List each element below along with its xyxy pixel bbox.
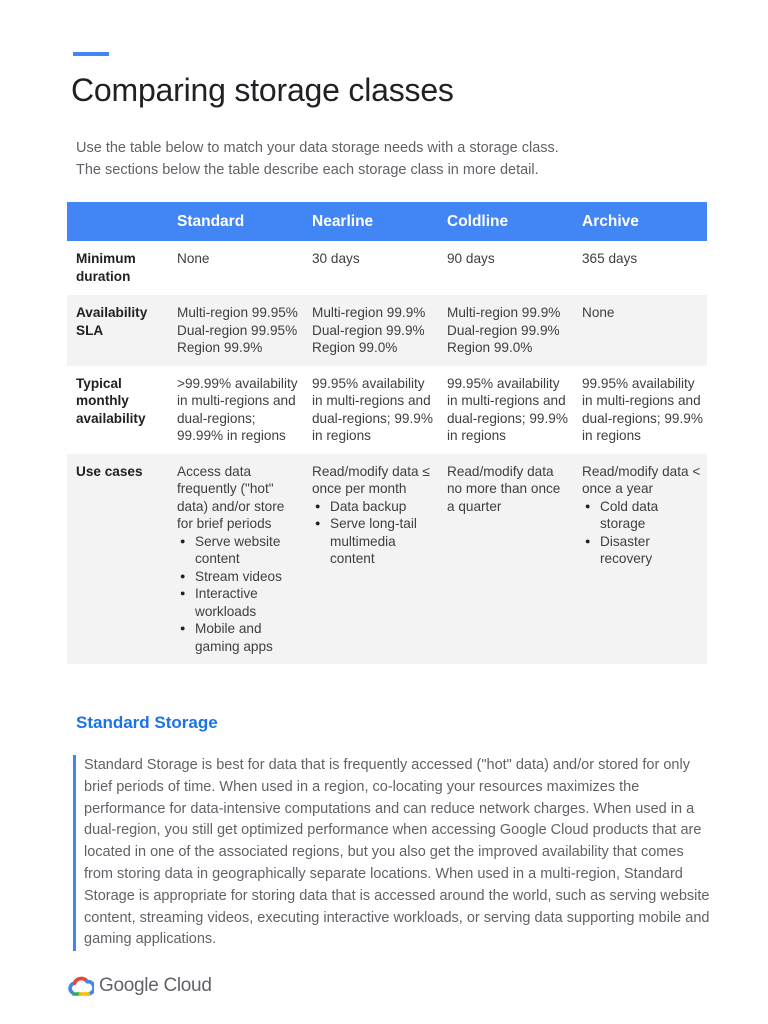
use-case-intro: Access data frequently ("hot" data) and/or store for brief periods	[177, 463, 285, 531]
use-case-item: ● Serve website content	[177, 533, 298, 568]
row-label: Availability SLA	[76, 305, 148, 338]
footer-brand	[68, 974, 212, 998]
table-cell: 90 days	[447, 251, 495, 266]
column-header-empty	[67, 202, 167, 241]
title-accent-bar	[73, 52, 109, 56]
use-case-item: ● Serve long-tail multimedia content	[312, 515, 433, 568]
table-cell	[572, 295, 707, 366]
table-row-minimum-duration	[67, 241, 707, 295]
use-case-item: ● Interactive workloads	[177, 585, 298, 620]
use-case-intro: Read/modify data ≤ once per month	[312, 463, 430, 496]
intro-line: Use the table below to match your data storage needs with a storage class.	[76, 140, 559, 156]
table-cell: 99.95% availability in multi-regions and dual-regions; 99.9% in regions	[582, 375, 703, 443]
sla-line: Multi-region 99.9%	[312, 305, 426, 320]
use-case-item: ● Disaster recovery	[582, 533, 703, 568]
google-cloud-logo-icon	[68, 974, 94, 998]
sla-line: Region 99.9%	[177, 340, 263, 355]
section-body-standard-storage: Standard Storage is best for data that is frequently accessed ("hot" data) and/or stored for only brief periods of time. When used in a region, co-locating your resources maximizes the performance for data-intensive computations and can reduce network charges. When used in a dual-region, you still get optimized performance when accessing Google Cloud products that are located in one of the associated regions, but you also get the improved availability that comes from storing data in geographically separate locations. When used in a multi-region, Standard Storage is appropriate for storing data that is accessed around the world, such as serving website content, streaming videos, executing interactive workloads, or serving data supporting mobile and gaming applications.	[73, 755, 714, 951]
table-cell	[167, 295, 302, 366]
table-row-use-cases	[67, 454, 707, 665]
sla-line: Multi-region 99.95%	[177, 305, 298, 320]
row-label: Typical monthly availability	[76, 375, 146, 426]
use-case-intro: Read/modify data no more than once a quarter	[447, 463, 561, 514]
brand-name: Google Cloud	[99, 975, 212, 996]
sla-line: None	[582, 305, 615, 320]
use-case-list	[177, 533, 298, 656]
table-cell: None	[177, 251, 210, 266]
table-cell	[302, 454, 437, 665]
table-cell: >99.99% availability in multi-regions and dual-regions; 99.99% in regions	[177, 375, 298, 443]
table-cell: 365 days	[582, 251, 638, 266]
table-cell	[167, 454, 302, 665]
table-cell	[437, 454, 572, 665]
use-case-item: ● Stream videos	[177, 568, 298, 586]
section-heading-standard-storage: Standard Storage	[76, 713, 218, 732]
sla-line: Dual-region 99.95%	[177, 322, 298, 338]
row-label: Use cases	[76, 463, 143, 479]
use-case-list	[312, 498, 433, 568]
use-case-item: ● Data backup	[312, 498, 433, 516]
sla-line: Dual-region 99.9%	[447, 322, 560, 338]
use-case-item: ● Mobile and gaming apps	[177, 620, 298, 655]
table-row-typical-availability	[67, 366, 707, 454]
page-title: Comparing storage classes	[71, 72, 454, 108]
table-cell: 30 days	[312, 251, 360, 266]
column-header-coldline: Coldline	[437, 202, 572, 241]
table-header-row	[67, 202, 707, 241]
use-case-intro: Read/modify data < once a year	[582, 463, 701, 496]
sla-line: Region 99.0%	[447, 340, 533, 355]
row-label: Minimum duration	[76, 251, 136, 284]
sla-line: Region 99.0%	[312, 340, 398, 355]
storage-class-comparison-table	[67, 202, 707, 664]
sla-line: Multi-region 99.9%	[447, 305, 561, 320]
table-row-availability-sla	[67, 295, 707, 366]
table-cell	[302, 295, 437, 366]
table-cell	[572, 454, 707, 665]
column-header-nearline: Nearline	[302, 202, 437, 241]
column-header-archive: Archive	[572, 202, 707, 241]
table-cell: 99.95% availability in multi-regions and dual-regions; 99.9% in regions	[312, 375, 433, 443]
use-case-list	[582, 498, 703, 568]
column-header-standard: Standard	[167, 202, 302, 241]
intro-text	[76, 137, 696, 181]
intro-line: The sections below the table describe each storage class in more detail.	[76, 162, 539, 178]
table-cell: 99.95% availability in multi-regions and dual-regions; 99.9% in regions	[447, 375, 568, 443]
use-case-item: ● Cold data storage	[582, 498, 703, 533]
table-cell	[437, 295, 572, 366]
sla-line: Dual-region 99.9%	[312, 322, 425, 338]
